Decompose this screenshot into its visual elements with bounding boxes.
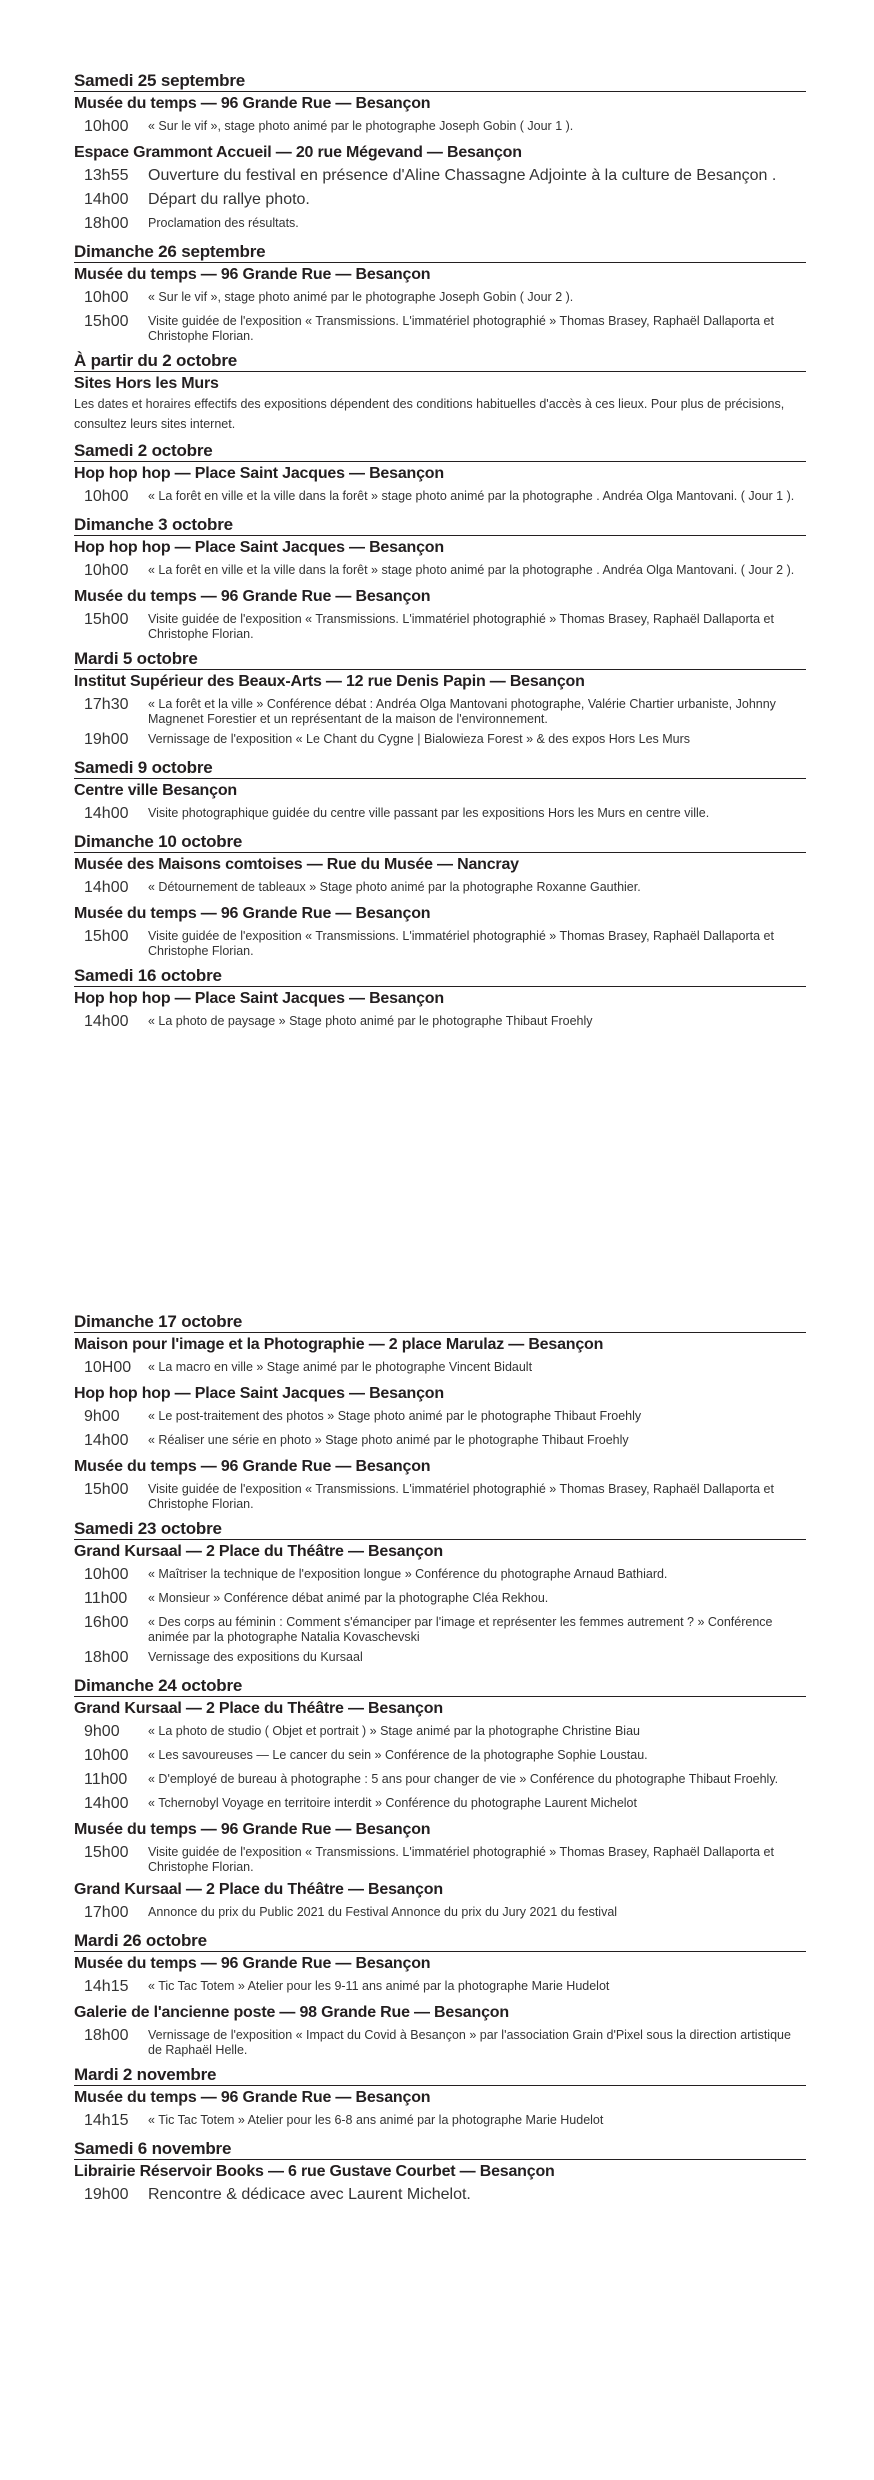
event-time: 11h00 bbox=[84, 1771, 128, 1788]
event-time: 10H00 bbox=[84, 1359, 132, 1376]
day-heading: À partir du 2 octobre bbox=[74, 351, 237, 370]
event-row bbox=[74, 1406, 806, 1428]
event-description: « Des corps au féminin : Comment s'émanciper par l'image et représenter les femmes autrement ? » Conférence animée par la photographe Natalia Kovaschevski bbox=[148, 1615, 773, 1644]
venue-heading: Musée du temps — 96 Grande Rue — Besançon bbox=[74, 1821, 431, 1838]
day-heading: Dimanche 26 septembre bbox=[74, 242, 266, 261]
event-time: 16h00 bbox=[84, 1614, 129, 1631]
venue-heading: Musée du temps — 96 Grande Rue — Besançon bbox=[74, 2085, 806, 2108]
venue-heading: Musée du temps — 96 Grande Rue — Besançon bbox=[74, 1458, 431, 1475]
event-description: Ouverture du festival en présence d'Aline Chassagne Adjointe à la culture de Besançon . bbox=[148, 167, 777, 184]
event-time: 13h55 bbox=[84, 167, 129, 184]
event-description: Visite guidée de l'exposition « Transmissions. L'immatériel photographié » Thomas Brasey, Raphaël Dallaporta et Christophe Florian. bbox=[148, 612, 774, 641]
event-description: « Le post-traitement des photos » Stage photo animé par le photographe Thibaut Froehly bbox=[148, 1409, 642, 1423]
event-row bbox=[74, 287, 806, 309]
event-description: Vernissage de l'exposition « Impact du Covid à Besançon » par l'association Grain d'Pixel sous la direction artistique de Raphaël Helle. bbox=[148, 2028, 791, 2057]
venue-heading: Musée du temps — 96 Grande Rue — Besançon bbox=[74, 262, 806, 285]
event-description: « Maîtriser la technique de l'exposition longue » Conférence du photographe Arnaud Bathiard. bbox=[148, 1567, 668, 1581]
event-row bbox=[74, 2184, 806, 2206]
event-row bbox=[74, 729, 806, 751]
venue-heading: Musée du temps — 96 Grande Rue — Besançon bbox=[74, 588, 431, 605]
event-description: « La photo de paysage » Stage photo animé par le photographe Thibaut Froehly bbox=[148, 1014, 593, 1028]
venue-heading: Sites Hors les Murs bbox=[74, 371, 806, 394]
day-heading: Mardi 2 novembre bbox=[74, 2065, 217, 2084]
venue-heading: Hop hop hop — Place Saint Jacques — Besançon bbox=[74, 535, 806, 558]
venue-heading: Maison pour l'image et la Photographie — 2 place Marulaz — Besançon bbox=[74, 1332, 806, 1355]
event-time: 15h00 bbox=[84, 611, 129, 628]
venue-heading: Grand Kursaal — 2 Place du Théâtre — Besançon bbox=[74, 1881, 443, 1898]
event-description: « Tic Tac Totem » Atelier pour les 9-11 ans animé par la photographe Marie Hudelot bbox=[148, 1979, 610, 1993]
event-row bbox=[74, 560, 806, 582]
day-heading: Dimanche 17 octobre bbox=[74, 1312, 243, 1331]
event-description: « La forêt et la ville » Conférence débat : Andréa Olga Mantovani photographe, Valérie Chartier urbaniste, Johnny Magnenet Forestier et un représentant de la maison de l'environnement. bbox=[148, 697, 776, 726]
venue-heading: Espace Grammont Accueil — 20 rue Mégevand — Besançon bbox=[74, 144, 522, 161]
venue-heading: Grand Kursaal — 2 Place du Théâtre — Besançon bbox=[74, 1696, 806, 1719]
event-row bbox=[74, 1721, 806, 1743]
day-heading: Samedi 16 octobre bbox=[74, 966, 222, 985]
venue-heading: Musée du temps — 96 Grande Rue — Besançon bbox=[74, 905, 431, 922]
event-description: Visite guidée de l'exposition « Transmissions. L'immatériel photographié » Thomas Brasey, Raphaël Dallaporta et Christophe Florian. bbox=[148, 1845, 774, 1874]
event-description: Rencontre & dédicace avec Laurent Michelot. bbox=[148, 2186, 471, 2203]
event-time: 14h00 bbox=[84, 1795, 129, 1812]
event-row bbox=[74, 926, 806, 959]
event-time: 10h00 bbox=[84, 118, 129, 135]
event-time: 10h00 bbox=[84, 1747, 129, 1764]
event-row bbox=[74, 1564, 806, 1586]
venue-heading: Grand Kursaal — 2 Place du Théâtre — Besançon bbox=[74, 1539, 806, 1562]
event-time: 9h00 bbox=[84, 1408, 120, 1425]
event-description: « Tchernobyl Voyage en territoire interdit » Conférence du photographe Laurent Michelot bbox=[148, 1796, 637, 1810]
event-row bbox=[74, 609, 806, 642]
day-heading: Samedi 9 octobre bbox=[74, 758, 213, 777]
event-description: Vernissage des expositions du Kursaal bbox=[148, 1650, 363, 1664]
event-description: Visite guidée de l'exposition « Transmissions. L'immatériel photographié » Thomas Brasey, Raphaël Dallaporta et Christophe Florian. bbox=[148, 314, 774, 343]
venue-heading: Musée du temps — 96 Grande Rue — Besançon bbox=[74, 91, 806, 114]
event-time: 9h00 bbox=[84, 1723, 120, 1740]
event-description: Proclamation des résultats. bbox=[148, 216, 299, 230]
event-row bbox=[74, 694, 806, 727]
event-time: 10h00 bbox=[84, 488, 129, 505]
event-description: « Les savoureuses — Le cancer du sein » Conférence de la photographe Sophie Loustau. bbox=[148, 1748, 648, 1762]
event-row bbox=[74, 2025, 806, 2058]
event-row bbox=[74, 311, 806, 344]
day-heading: Mardi 5 octobre bbox=[74, 649, 198, 668]
event-time: 15h00 bbox=[84, 1844, 129, 1861]
event-row bbox=[74, 803, 806, 825]
venue-heading: Musée des Maisons comtoises — Rue du Musée — Nancray bbox=[74, 852, 806, 875]
venue-heading: Hop hop hop — Place Saint Jacques — Besançon bbox=[74, 1385, 444, 1402]
event-description: « Tic Tac Totem » Atelier pour les 6-8 ans animé par la photographe Marie Hudelot bbox=[148, 2113, 604, 2127]
event-row bbox=[74, 1976, 806, 1998]
event-row bbox=[74, 1430, 806, 1452]
event-row bbox=[74, 1769, 806, 1791]
event-row bbox=[74, 877, 806, 899]
event-row bbox=[74, 1357, 806, 1379]
event-time: 15h00 bbox=[84, 1481, 129, 1498]
event-row bbox=[74, 1647, 806, 1669]
venue-heading: Hop hop hop — Place Saint Jacques — Besançon bbox=[74, 461, 806, 484]
event-row bbox=[74, 189, 806, 211]
event-time: 10h00 bbox=[84, 289, 129, 306]
event-description: Vernissage de l'exposition « Le Chant du Cygne | Bialowieza Forest » & des expos Hors Les Murs bbox=[148, 732, 691, 746]
event-time: 17h30 bbox=[84, 696, 129, 713]
event-row bbox=[74, 1793, 806, 1815]
event-time: 14h00 bbox=[84, 191, 129, 208]
event-description: « Sur le vif », stage photo animé par le photographe Joseph Gobin ( Jour 2 ). bbox=[148, 290, 574, 304]
venue-note: Les dates et horaires effectifs des expositions dépendent des conditions habituelles d'accès à ces lieux. Pour plus de précisions, consultez leurs sites internet. bbox=[74, 397, 785, 431]
event-row bbox=[74, 1745, 806, 1767]
event-time: 14h00 bbox=[84, 1432, 129, 1449]
event-time: 19h00 bbox=[84, 2186, 129, 2203]
venue-heading: Institut Supérieur des Beaux-Arts — 12 rue Denis Papin — Besançon bbox=[74, 669, 806, 692]
event-description: « Monsieur » Conférence débat animé par la photographe Cléa Rekhou. bbox=[148, 1591, 549, 1605]
event-row bbox=[74, 1479, 806, 1512]
event-time: 14h00 bbox=[84, 879, 129, 896]
day-heading: Dimanche 24 octobre bbox=[74, 1676, 243, 1695]
event-time: 15h00 bbox=[84, 313, 129, 330]
day-heading: Samedi 25 septembre bbox=[74, 71, 246, 90]
day-heading: Samedi 2 octobre bbox=[74, 441, 213, 460]
event-description: Départ du rallye photo. bbox=[148, 191, 310, 208]
day-heading: Dimanche 10 octobre bbox=[74, 832, 243, 851]
event-row bbox=[74, 213, 806, 235]
event-row bbox=[74, 1902, 806, 1924]
day-heading: Mardi 26 octobre bbox=[74, 1931, 207, 1950]
event-description: Visite guidée de l'exposition « Transmissions. L'immatériel photographié » Thomas Brasey, Raphaël Dallaporta et Christophe Florian. bbox=[148, 1482, 774, 1511]
event-description: « La forêt en ville et la ville dans la forêt » stage photo animé par la photographe . Andréa Olga Mantovani. ( Jour 1 ). bbox=[148, 489, 795, 503]
event-time: 18h00 bbox=[84, 2027, 129, 2044]
event-row bbox=[74, 116, 806, 138]
event-description: « D'employé de bureau à photographe : 5 ans pour changer de vie » Conférence du photographe Thibaut Froehly. bbox=[148, 1772, 779, 1786]
event-row bbox=[74, 1011, 806, 1033]
event-row bbox=[74, 486, 806, 508]
venue-heading: Musée du temps — 96 Grande Rue — Besançon bbox=[74, 1951, 806, 1974]
event-description: « La macro en ville » Stage animé par le photographe Vincent Bidault bbox=[148, 1360, 533, 1374]
event-time: 14h15 bbox=[84, 2112, 129, 2129]
program-part-1 bbox=[74, 70, 806, 1033]
event-row bbox=[74, 1588, 806, 1610]
event-time: 14h15 bbox=[84, 1978, 129, 1995]
event-row bbox=[74, 2110, 806, 2132]
event-time: 18h00 bbox=[84, 215, 129, 232]
event-time: 17h00 bbox=[84, 1904, 129, 1921]
event-description: « Sur le vif », stage photo animé par le photographe Joseph Gobin ( Jour 1 ). bbox=[148, 119, 574, 133]
event-description: Visite photographique guidée du centre ville passant par les expositions Hors les Murs en centre ville. bbox=[148, 806, 710, 820]
day-heading: Samedi 6 novembre bbox=[74, 2139, 232, 2158]
venue-heading: Centre ville Besançon bbox=[74, 778, 806, 801]
event-description: Annonce du prix du Public 2021 du Festival Annonce du prix du Jury 2021 du festival bbox=[148, 1905, 618, 1919]
event-time: 10h00 bbox=[84, 1566, 129, 1583]
venue-heading: Galerie de l'ancienne poste — 98 Grande Rue — Besançon bbox=[74, 2004, 509, 2021]
event-row bbox=[74, 1842, 806, 1875]
venue-heading: Librairie Réservoir Books — 6 rue Gustave Courbet — Besançon bbox=[74, 2159, 806, 2182]
day-heading: Dimanche 3 octobre bbox=[74, 515, 233, 534]
program-part-2 bbox=[74, 1311, 806, 2206]
event-description: « Détournement de tableaux » Stage photo animé par la photographe Roxanne Gauthier. bbox=[148, 880, 641, 894]
event-description: « La forêt en ville et la ville dans la forêt » stage photo animé par la photographe . Andréa Olga Mantovani. ( Jour 2 ). bbox=[148, 563, 795, 577]
event-time: 11h00 bbox=[84, 1590, 128, 1607]
event-row bbox=[74, 165, 806, 187]
event-description: « La photo de studio ( Objet et portrait ) » Stage animé par la photographe Christine Biau bbox=[148, 1724, 640, 1738]
event-time: 10h00 bbox=[84, 562, 129, 579]
event-row bbox=[74, 1612, 806, 1645]
venue-heading: Hop hop hop — Place Saint Jacques — Besançon bbox=[74, 986, 806, 1009]
event-description: « Réaliser une série en photo » Stage photo animé par le photographe Thibaut Froehly bbox=[148, 1433, 629, 1447]
event-time: 15h00 bbox=[84, 928, 129, 945]
event-description: Visite guidée de l'exposition « Transmissions. L'immatériel photographié » Thomas Brasey, Raphaël Dallaporta et Christophe Florian. bbox=[148, 929, 774, 958]
day-heading: Samedi 23 octobre bbox=[74, 1519, 222, 1538]
event-time: 14h00 bbox=[84, 1013, 129, 1030]
event-time: 18h00 bbox=[84, 1649, 129, 1666]
event-time: 14h00 bbox=[84, 805, 129, 822]
event-time: 19h00 bbox=[84, 731, 129, 748]
